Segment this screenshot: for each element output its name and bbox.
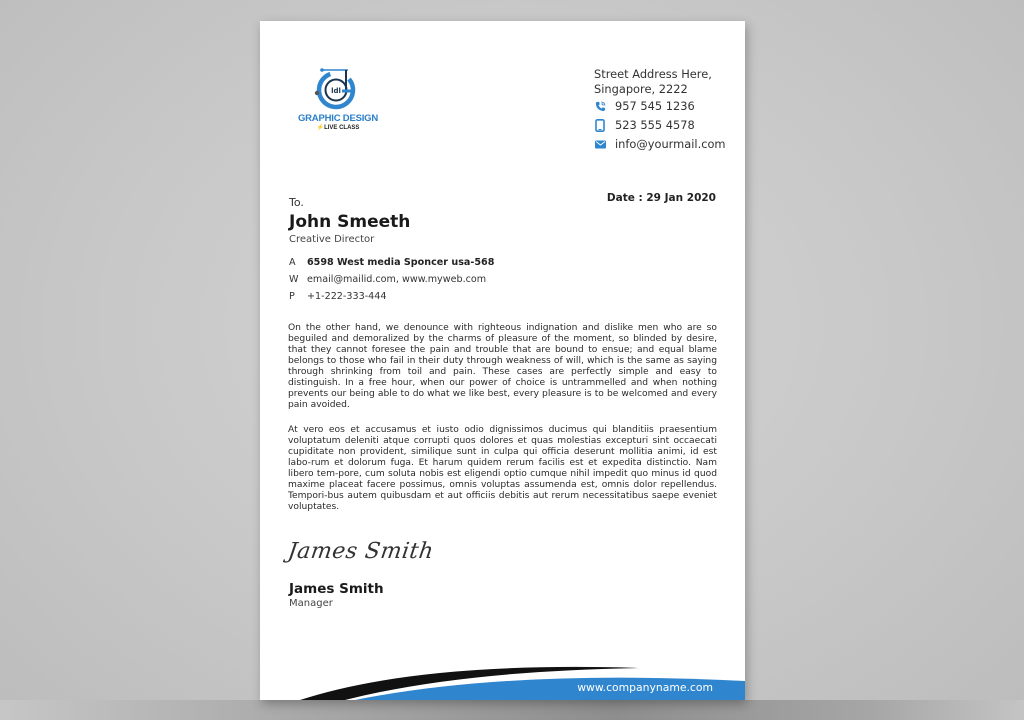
mobile-row (594, 116, 726, 134)
signer-title: Manager (289, 598, 333, 609)
mobile-icon (594, 119, 606, 131)
logo-title: GRAPHIC DESIGN (297, 113, 379, 124)
recipient-phone (289, 291, 386, 302)
company-logo (288, 65, 388, 129)
contact-block (594, 67, 726, 153)
phone-value: +1-222-333-444 (307, 291, 387, 302)
bolt-icon: ⚡ (316, 125, 325, 131)
to-label: To. (289, 196, 304, 209)
signer-name: James Smith (289, 581, 384, 597)
mail-icon (594, 138, 606, 150)
phone-icon (594, 100, 606, 112)
address-key: A (289, 257, 296, 268)
address-value: 6598 West media Sponcer usa-568 (307, 257, 495, 268)
web-key: W (289, 274, 299, 285)
address-line-1: Street Address Here, (594, 67, 712, 81)
logo-subtitle: ⚡LIVE CLASS (316, 125, 360, 131)
letterhead-page (260, 21, 745, 700)
background-floor-shadow (0, 700, 1024, 720)
phone-number: 957 545 1236 (615, 99, 695, 113)
phone-row (594, 97, 726, 115)
footer-website[interactable]: www.companyname.com (577, 681, 713, 694)
email-row (594, 135, 726, 153)
recipient-name: John Smeeth (289, 212, 411, 232)
recipient-web (289, 274, 486, 285)
handwritten-signature: James Smith (286, 539, 436, 564)
recipient-title: Creative Director (289, 234, 375, 245)
mobile-number: 523 555 4578 (615, 118, 695, 132)
g-monogram-logo-icon (312, 65, 364, 111)
body-paragraph-2: At vero eos et accusamus et iusto odio dignissimos ducimus qui blanditiis praesentium voluptatum deleniti atque corrupti quos dolores et quas molestias excepturi sint occaecati cupiditate non provident, similique sunt in culpa qui officia deserunt mollitia animi, id est labo-rum et dolorum fuga. Et harum quidem rerum facilis est et expedita distinctio. Nam libero tem-pore, cum soluta nobis est eligendi optio cumque nihil impedit quo minus id quod maxime placeat facere possimus, omnis voluptas assumenda est, omnis dolor repellendus. Tempori-bus autem quibusdam et aut officiis debitis aut rerum necessitatibus saepe eveniet voluptates. (288, 425, 717, 513)
web-value: email@mailid.com, www.myweb.com (307, 274, 487, 285)
recipient-address (289, 257, 494, 268)
email-address: info@yourmail.com (615, 137, 726, 151)
body-paragraph-1: On the other hand, we denounce with righteous indignation and dislike men who are so beguiled and demoralized by the charms of pleasure of the moment, so blinded by desire, that they cannot foresee the pain and trouble that are bound to ensue; and equal blame belongs to those who fail in their duty through weakness of will, which is the same as saying through shrinking from toil and pain. These cases are perfectly simple and easy to distinguish. In a free hour, when our power of choice is untrammelled and when nothing prevents our being able to do what we like best, every pleasure is to be welcomed and every pain avoided. (288, 323, 717, 411)
phone-key: P (289, 291, 295, 302)
letter-date: Date : 29 Jan 2020 (606, 192, 716, 204)
svg-text:ldl: ldl (331, 87, 341, 95)
address-line-2: Singapore, 2222 (594, 81, 688, 96)
